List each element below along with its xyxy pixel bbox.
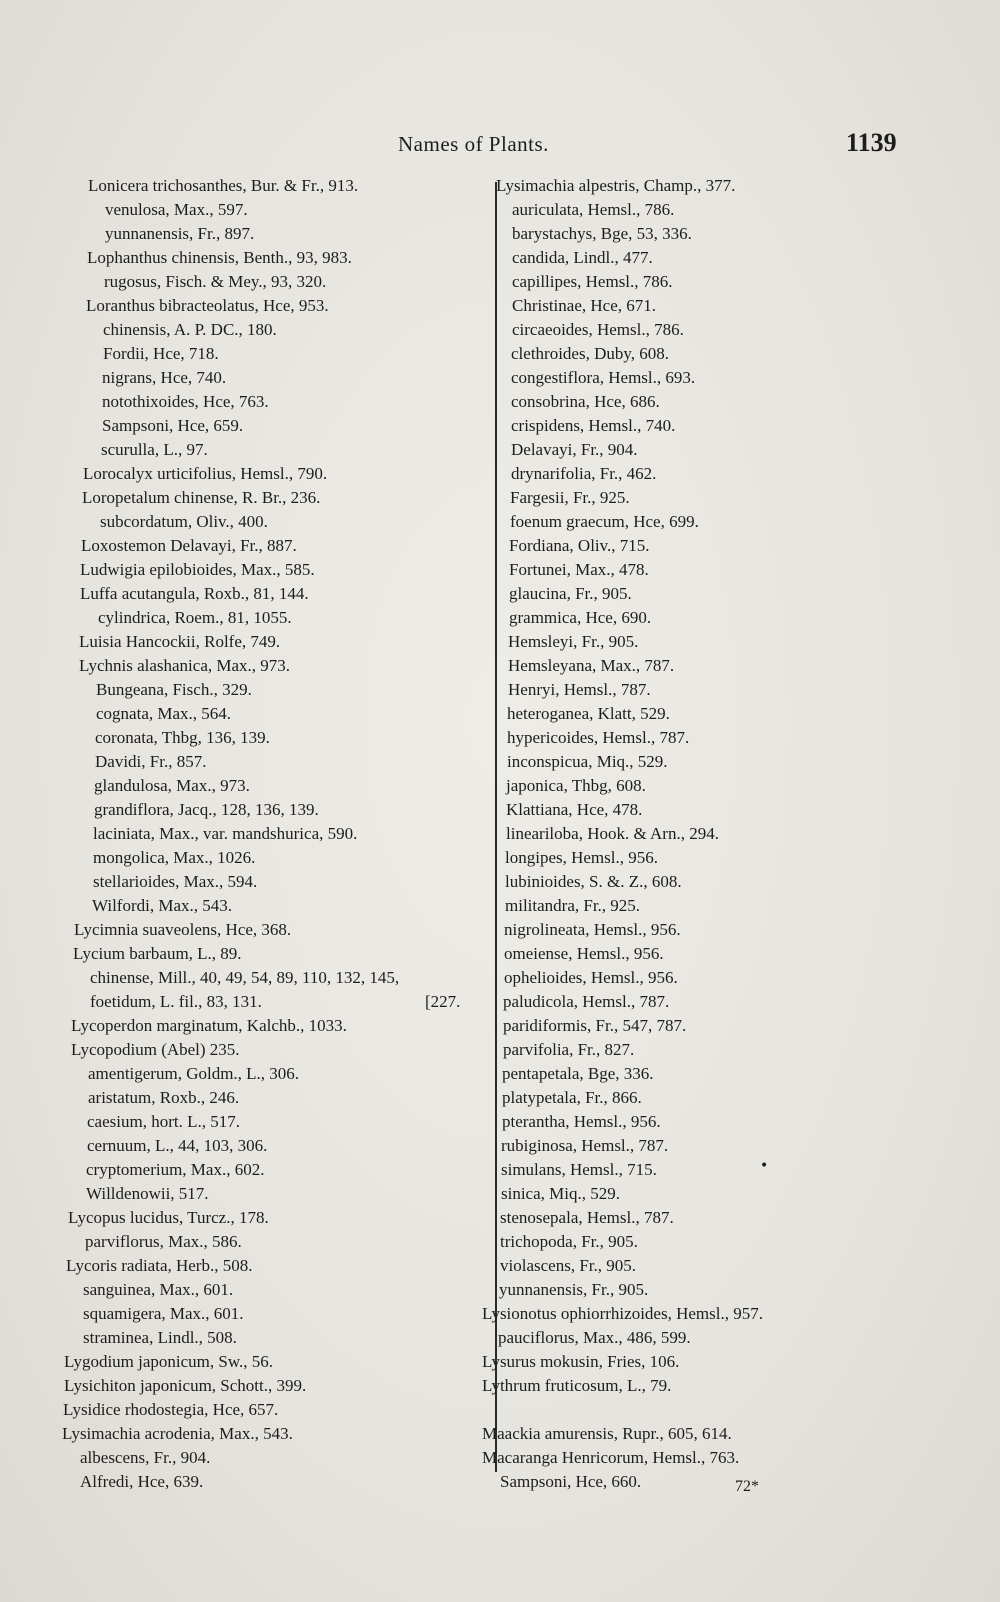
index-entry-text: Alfredi, Hce, 639. bbox=[80, 1472, 204, 1491]
index-entry-text: albescens, Fr., 904. bbox=[80, 1448, 211, 1467]
index-entry-text: parvifolia, Fr., 827. bbox=[503, 1040, 635, 1059]
index-entry bbox=[60, 534, 480, 558]
index-entry bbox=[482, 246, 922, 270]
index-entry-text: Henryi, Hemsl., 787. bbox=[508, 680, 651, 699]
index-entry bbox=[482, 366, 922, 390]
index-entry-text: barystachys, Bge, 53, 336. bbox=[512, 224, 692, 243]
index-entry-text: violascens, Fr., 905. bbox=[500, 1256, 636, 1275]
index-entry-text: paludicola, Hemsl., 787. bbox=[503, 992, 670, 1011]
index-entry bbox=[60, 1374, 480, 1398]
index-entry-text: lineariloba, Hook. & Arn., 294. bbox=[506, 824, 719, 843]
index-entry-text: chinense, Mill., 40, 49, 54, 89, 110, 132, 145, bbox=[90, 968, 400, 987]
index-entry bbox=[482, 222, 922, 246]
index-entry-text: subcordatum, Oliv., 400. bbox=[100, 512, 268, 531]
index-entry-text: Lycopodium (Abel) 235. bbox=[71, 1040, 240, 1059]
index-entry bbox=[482, 534, 922, 558]
index-entry-text: Sampsoni, Hce, 660. bbox=[500, 1472, 642, 1491]
index-entry-text: cylindrica, Roem., 81, 1055. bbox=[98, 608, 292, 627]
index-entry-text: drynarifolia, Fr., 462. bbox=[511, 464, 657, 483]
index-entry bbox=[482, 654, 922, 678]
index-entry bbox=[482, 678, 922, 702]
index-entry-text: chinensis, A. P. DC., 180. bbox=[103, 320, 277, 339]
index-entry-text: Davidi, Fr., 857. bbox=[95, 752, 207, 771]
index-entry-text: inconspicua, Miq., 529. bbox=[507, 752, 668, 771]
index-entry bbox=[60, 1230, 480, 1254]
index-entry-text: auriculata, Hemsl., 786. bbox=[512, 200, 675, 219]
index-entry bbox=[60, 678, 480, 702]
index-entry-text: amentigerum, Goldm., L., 306. bbox=[88, 1064, 300, 1083]
index-entry bbox=[482, 1230, 922, 1254]
index-entry-text: Ludwigia epilobioides, Max., 585. bbox=[80, 560, 315, 579]
index-entry-text: cernuum, L., 44, 103, 306. bbox=[87, 1136, 268, 1155]
index-entry-text: rubiginosa, Hemsl., 787. bbox=[501, 1136, 669, 1155]
index-entry bbox=[60, 1158, 480, 1182]
index-entry bbox=[60, 1422, 480, 1446]
index-entry-text: cryptomerium, Max., 602. bbox=[86, 1160, 265, 1179]
index-entry bbox=[482, 1014, 922, 1038]
index-entry-text: Lycimnia suaveolens, Hce, 368. bbox=[74, 920, 292, 939]
index-entry bbox=[60, 486, 480, 510]
index-entry-text: heteroganea, Klatt, 529. bbox=[507, 704, 670, 723]
print-speck: • bbox=[760, 1158, 769, 1174]
index-entry bbox=[482, 582, 922, 606]
index-entry-text: parviflorus, Max., 586. bbox=[85, 1232, 242, 1251]
index-entry-text: Macaranga Henricorum, Hemsl., 763. bbox=[482, 1448, 740, 1467]
index-entry-text: Hemsleyana, Max., 787. bbox=[508, 656, 675, 675]
index-entry bbox=[60, 558, 480, 582]
index-entry-text: Maackia amurensis, Rupr., 605, 614. bbox=[482, 1424, 732, 1443]
index-entry bbox=[482, 942, 922, 966]
continuation-bracket: [227. bbox=[425, 992, 461, 1011]
index-entry bbox=[482, 270, 922, 294]
index-entry bbox=[482, 390, 922, 414]
index-entry bbox=[60, 606, 480, 630]
index-entry bbox=[60, 630, 480, 654]
index-entry-text: Fordiana, Oliv., 715. bbox=[509, 536, 650, 555]
index-entry bbox=[482, 174, 922, 198]
index-entry bbox=[482, 750, 922, 774]
index-entry bbox=[482, 870, 922, 894]
index-entry-text: notothixoides, Hce, 763. bbox=[102, 392, 269, 411]
index-entry-text: aristatum, Roxb., 246. bbox=[88, 1088, 240, 1107]
running-head: Names of Plants. bbox=[398, 132, 549, 156]
index-entry-text: Lysimachia acrodenia, Max., 543. bbox=[62, 1424, 293, 1443]
index-entry-text: pterantha, Hemsl., 956. bbox=[502, 1112, 661, 1131]
index-entry bbox=[60, 510, 480, 534]
index-entry bbox=[482, 606, 922, 630]
index-entry-text: militandra, Fr., 925. bbox=[505, 896, 641, 915]
index-entry bbox=[60, 1398, 480, 1422]
index-entry-text: Lorocalyx urticifolius, Hemsl., 790. bbox=[83, 464, 328, 483]
index-entry bbox=[60, 654, 480, 678]
index-entry-text: venulosa, Max., 597. bbox=[105, 200, 248, 219]
index-entry-text: Hemsleyi, Fr., 905. bbox=[508, 632, 639, 651]
index-entry-text: Sampsoni, Hce, 659. bbox=[102, 416, 244, 435]
index-entry-text: Christinae, Hce, 671. bbox=[512, 296, 656, 315]
index-entry bbox=[60, 582, 480, 606]
index-entry bbox=[60, 174, 480, 198]
index-entry bbox=[482, 1182, 922, 1206]
index-entry-text: capillipes, Hemsl., 786. bbox=[512, 272, 673, 291]
index-entry-text: Lophanthus chinensis, Benth., 93, 983. bbox=[87, 248, 352, 267]
right-index-column bbox=[482, 174, 922, 1494]
index-entry-text: nigrolineata, Hemsl., 956. bbox=[504, 920, 681, 939]
index-entry bbox=[482, 294, 922, 318]
index-entry-text: Fordii, Hce, 718. bbox=[103, 344, 219, 363]
index-entry bbox=[482, 726, 922, 750]
index-entry bbox=[60, 222, 480, 246]
index-entry bbox=[482, 1326, 922, 1350]
index-entry-text: consobrina, Hce, 686. bbox=[511, 392, 660, 411]
index-entry-text: simulans, Hemsl., 715. bbox=[501, 1160, 657, 1179]
index-entry-text: coronata, Thbg, 136, 139. bbox=[95, 728, 270, 747]
index-entry bbox=[482, 1446, 922, 1470]
index-entry bbox=[482, 1254, 922, 1278]
index-entry bbox=[60, 990, 480, 1014]
index-entry bbox=[482, 318, 922, 342]
index-entry bbox=[482, 510, 922, 534]
index-entry-text: straminea, Lindl., 508. bbox=[83, 1328, 237, 1347]
index-entry-text: grandiflora, Jacq., 128, 136, 139. bbox=[94, 800, 319, 819]
index-entry-text: nigrans, Hce, 740. bbox=[102, 368, 227, 387]
index-entry bbox=[60, 462, 480, 486]
index-entry bbox=[60, 318, 480, 342]
index-entry bbox=[60, 1182, 480, 1206]
index-entry-text: platypetala, Fr., 866. bbox=[502, 1088, 642, 1107]
index-entry bbox=[60, 894, 480, 918]
index-entry bbox=[60, 1062, 480, 1086]
index-entry-text: lubinioides, S. &. Z., 608. bbox=[505, 872, 682, 891]
index-entry bbox=[482, 1422, 922, 1446]
index-entry bbox=[60, 414, 480, 438]
index-entry-text: yunnanensis, Fr., 905. bbox=[499, 1280, 649, 1299]
index-entry-text: cognata, Max., 564. bbox=[96, 704, 232, 723]
index-entry-text: omeiense, Hemsl., 956. bbox=[504, 944, 664, 963]
index-entry-text: paridiformis, Fr., 547, 787. bbox=[503, 1016, 687, 1035]
index-entry bbox=[482, 1278, 922, 1302]
index-entry bbox=[482, 1038, 922, 1062]
index-entry bbox=[482, 1086, 922, 1110]
page-header bbox=[0, 128, 1000, 168]
index-entry bbox=[482, 486, 922, 510]
index-entry-text: Fortunei, Max., 478. bbox=[509, 560, 649, 579]
index-entry bbox=[60, 1086, 480, 1110]
index-entry-text: Lycium barbaum, L., 89. bbox=[73, 944, 242, 963]
index-entry bbox=[60, 918, 480, 942]
index-entry-text: pentapetala, Bge, 336. bbox=[502, 1064, 654, 1083]
index-entry-text: Loranthus bibracteolatus, Hce, 953. bbox=[86, 296, 329, 315]
index-entry bbox=[60, 846, 480, 870]
index-entry bbox=[482, 630, 922, 654]
index-entry-text: Delavayi, Fr., 904. bbox=[511, 440, 638, 459]
index-entry-text: foenum graecum, Hce, 699. bbox=[510, 512, 699, 531]
index-entry bbox=[60, 942, 480, 966]
index-entry bbox=[60, 1470, 480, 1494]
index-entry-text: Fargesii, Fr., 925. bbox=[510, 488, 630, 507]
index-entry bbox=[482, 558, 922, 582]
index-entry bbox=[482, 774, 922, 798]
index-entry bbox=[482, 1350, 922, 1374]
index-entry-text: stellarioides, Max., 594. bbox=[93, 872, 258, 891]
index-entry-text: stenosepala, Hemsl., 787. bbox=[500, 1208, 674, 1227]
index-entry-text: pauciflorus, Max., 486, 599. bbox=[498, 1328, 691, 1347]
index-entry bbox=[60, 966, 480, 990]
index-entry-text: mongolica, Max., 1026. bbox=[93, 848, 256, 867]
index-entry bbox=[60, 1254, 480, 1278]
index-entry-text: Willdenowii, 517. bbox=[86, 1184, 209, 1203]
index-entry bbox=[60, 774, 480, 798]
index-entry-text: trichopoda, Fr., 905. bbox=[500, 1232, 638, 1251]
index-entry bbox=[482, 1158, 922, 1182]
index-entry-text: glandulosa, Max., 973. bbox=[94, 776, 250, 795]
index-entry bbox=[482, 1206, 922, 1230]
index-entry bbox=[60, 702, 480, 726]
index-entry bbox=[60, 1446, 480, 1470]
index-entry-text: Lychnis alashanica, Max., 973. bbox=[79, 656, 291, 675]
index-entry bbox=[60, 270, 480, 294]
index-entry-text: Lysurus mokusin, Fries, 106. bbox=[482, 1352, 680, 1371]
index-entry bbox=[482, 438, 922, 462]
index-entry-text: clethroides, Duby, 608. bbox=[511, 344, 670, 363]
index-entry bbox=[60, 1110, 480, 1134]
index-entry-text: longipes, Hemsl., 956. bbox=[505, 848, 658, 867]
index-entry bbox=[60, 198, 480, 222]
index-entry-text: congestiflora, Hemsl., 693. bbox=[511, 368, 696, 387]
index-entry bbox=[482, 918, 922, 942]
index-entry bbox=[482, 342, 922, 366]
index-entry bbox=[482, 1302, 922, 1326]
index-entry bbox=[482, 462, 922, 486]
index-entry-text: Klattiana, Hce, 478. bbox=[506, 800, 643, 819]
index-entry-text: yunnanensis, Fr., 897. bbox=[105, 224, 255, 243]
index-entry bbox=[60, 726, 480, 750]
index-entry bbox=[60, 438, 480, 462]
index-entry-text: sanguinea, Max., 601. bbox=[83, 1280, 234, 1299]
index-entry-text: Bungeana, Fisch., 329. bbox=[96, 680, 252, 699]
index-entry-text: candida, Lindl., 477. bbox=[512, 248, 653, 267]
index-entry-text: Lythrum fruticosum, L., 79. bbox=[482, 1376, 672, 1395]
index-entry bbox=[60, 366, 480, 390]
index-entry bbox=[60, 822, 480, 846]
index-entry-text: Wilfordi, Max., 543. bbox=[92, 896, 233, 915]
index-entry bbox=[60, 342, 480, 366]
index-entry bbox=[60, 1326, 480, 1350]
index-entry-text: Lycoperdon marginatum, Kalchb., 1033. bbox=[71, 1016, 347, 1035]
index-entry bbox=[482, 822, 922, 846]
index-entry bbox=[482, 1374, 922, 1398]
index-entry bbox=[60, 750, 480, 774]
index-entry bbox=[60, 870, 480, 894]
index-entry bbox=[482, 1062, 922, 1086]
index-entry bbox=[60, 246, 480, 270]
index-entry bbox=[60, 1038, 480, 1062]
index-entry-text: glaucina, Fr., 905. bbox=[509, 584, 632, 603]
index-entry bbox=[60, 390, 480, 414]
index-entry-text: hypericoides, Hemsl., 787. bbox=[507, 728, 690, 747]
index-entry bbox=[482, 798, 922, 822]
index-entry-text: Lygodium japonicum, Sw., 56. bbox=[64, 1352, 274, 1371]
index-entry bbox=[482, 966, 922, 990]
index-entry bbox=[482, 1110, 922, 1134]
index-entry bbox=[60, 798, 480, 822]
index-entry bbox=[60, 294, 480, 318]
index-entry-text: Loropetalum chinense, R. Br., 236. bbox=[82, 488, 321, 507]
index-entry-text: foetidum, L. fil., 83, 131. bbox=[90, 992, 262, 1011]
index-entry bbox=[60, 1206, 480, 1230]
index-entry-text: Loxostemon Delavayi, Fr., 887. bbox=[81, 536, 297, 555]
index-entry bbox=[60, 1278, 480, 1302]
index-entry bbox=[482, 894, 922, 918]
index-entry-text: scurulla, L., 97. bbox=[101, 440, 208, 459]
index-entry-text: Lysidice rhodostegia, Hce, 657. bbox=[63, 1400, 279, 1419]
index-entry-text: crispidens, Hemsl., 740. bbox=[511, 416, 676, 435]
index-entry bbox=[482, 990, 922, 1014]
index-entry-text: Lysionotus ophiorrhizoides, Hemsl., 957. bbox=[482, 1304, 763, 1323]
index-entry-text: Lycopus lucidus, Turcz., 178. bbox=[68, 1208, 269, 1227]
index-entry bbox=[482, 198, 922, 222]
index-entry bbox=[60, 1134, 480, 1158]
index-entry bbox=[60, 1350, 480, 1374]
index-entry-text: ophelioides, Hemsl., 956. bbox=[504, 968, 678, 987]
index-entry bbox=[60, 1302, 480, 1326]
index-entry-text: grammica, Hce, 690. bbox=[509, 608, 652, 627]
index-entry-text: laciniata, Max., var. mandshurica, 590. bbox=[93, 824, 358, 843]
index-entry-text: squamigera, Max., 601. bbox=[83, 1304, 244, 1323]
index-entry-text: Lonicera trichosanthes, Bur. & Fr., 913. bbox=[88, 176, 359, 195]
index-entry bbox=[482, 846, 922, 870]
index-entry bbox=[482, 414, 922, 438]
index-entry-text: circaeoides, Hemsl., 786. bbox=[512, 320, 684, 339]
printer-signature: 72* bbox=[735, 1478, 759, 1495]
index-entry-text: rugosus, Fisch. & Mey., 93, 320. bbox=[104, 272, 327, 291]
index-entry bbox=[60, 1014, 480, 1038]
index-entry-text: japonica, Thbg, 608. bbox=[506, 776, 646, 795]
index-entry-text: Lysichiton japonicum, Schott., 399. bbox=[64, 1376, 307, 1395]
index-entry bbox=[482, 702, 922, 726]
page-number: 1139 bbox=[846, 128, 897, 157]
index-entry-text: Lysimachia alpestris, Champ., 377. bbox=[496, 176, 736, 195]
index-entry-text: sinica, Miq., 529. bbox=[501, 1184, 620, 1203]
index-entry bbox=[482, 1134, 922, 1158]
index-entry-text: caesium, hort. L., 517. bbox=[87, 1112, 240, 1131]
index-entry-text: Lycoris radiata, Herb., 508. bbox=[66, 1256, 253, 1275]
left-index-column bbox=[60, 174, 480, 1494]
index-entry bbox=[482, 1470, 922, 1494]
index-entry-text: Luffa acutangula, Roxb., 81, 144. bbox=[80, 584, 309, 603]
index-entry-text: Luisia Hancockii, Rolfe, 749. bbox=[79, 632, 281, 651]
